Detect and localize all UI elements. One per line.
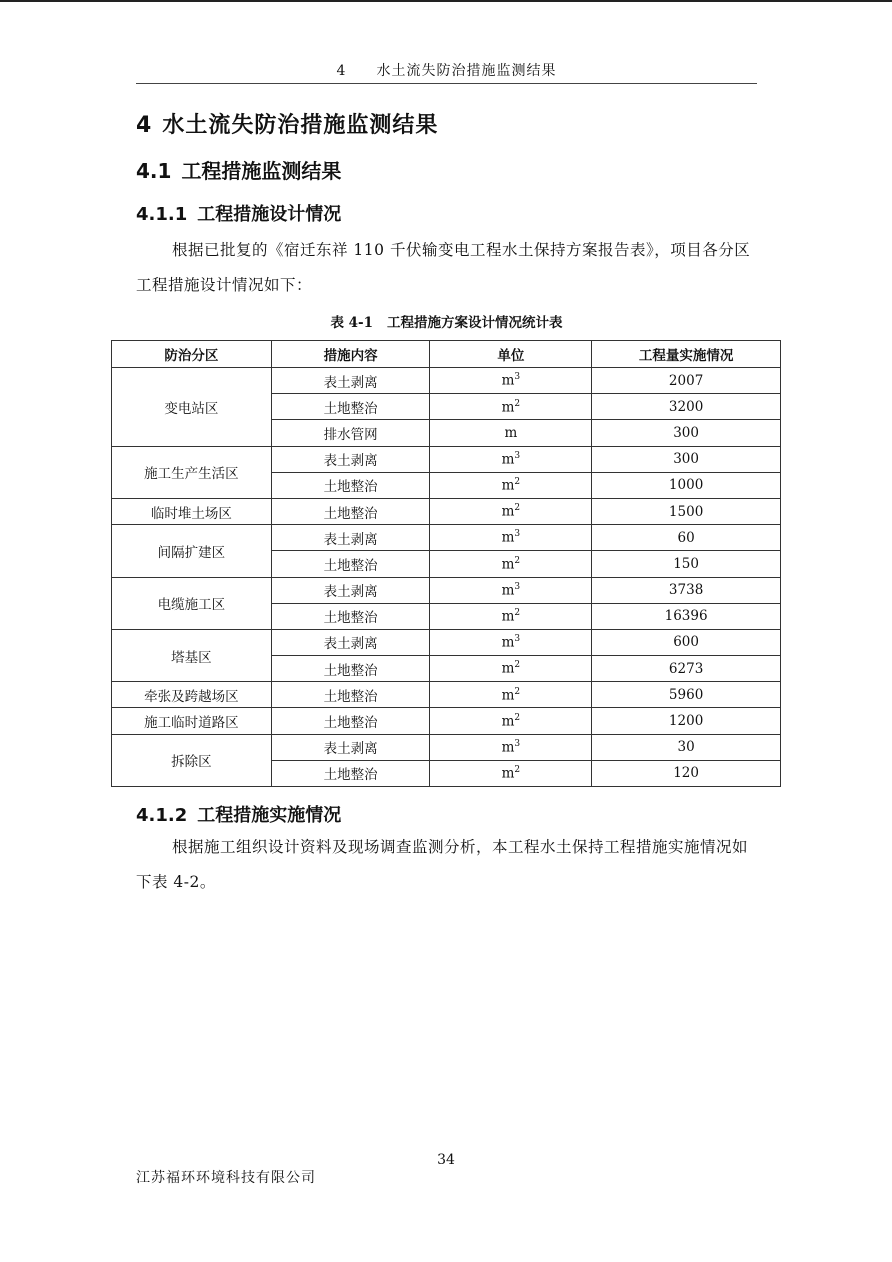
cell-measure: 土地整治 [271,498,430,524]
section-heading-number: 4.1 [136,159,172,183]
unit-exponent: 3 [514,529,521,540]
subsection-heading-design [136,200,341,226]
running-header-chapter-title: 水土流失防治措施监测结果 [376,63,557,79]
cell-unit [430,446,592,472]
page-number: 34 [437,1152,455,1168]
intro-paragraph: 根据已批复的《宿迁东祥 110 千伏输变电工程水土保持方案报告表》，项目各分区工程措施设计情况如下： [136,241,751,294]
running-header [136,60,757,80]
cell-measure: 表土剥离 [271,577,430,603]
cell-zone: 电缆施工区 [112,577,272,629]
unit-base: m [501,529,515,546]
cell-unit [430,629,592,655]
unit-exponent: 2 [514,660,521,671]
table-caption-title: 工程措施方案设计情况统计表 [387,315,563,331]
cell-unit [430,498,592,524]
cell-zone: 变电站区 [112,368,272,447]
cell-quantity: 150 [592,551,781,577]
running-header-chapter-number: 4 [336,63,347,79]
unit-exponent: 2 [514,398,521,409]
cell-quantity: 2007 [592,368,781,394]
cell-unit [430,577,592,603]
cell-quantity: 600 [592,629,781,655]
unit-base: m [501,477,515,494]
unit-base: m [501,372,515,389]
subsection-heading-number: 4.1.1 [136,204,188,225]
cell-measure: 表土剥离 [271,446,430,472]
cell-measure: 土地整治 [271,656,430,682]
table-row [112,682,781,708]
cell-unit [430,734,592,760]
unit-exponent: 2 [514,712,521,723]
unit-base: m [501,451,515,468]
chapter-heading-number: 4 [136,113,153,138]
cell-quantity: 1500 [592,498,781,524]
unit-exponent: 3 [514,581,521,592]
cell-quantity: 1000 [592,472,781,498]
cell-quantity: 300 [592,420,781,446]
unit-base: m [501,399,515,416]
table-row [112,498,781,524]
cell-unit [430,603,592,629]
cell-measure: 土地整治 [271,472,430,498]
column-header-zone: 防治分区 [112,341,272,368]
unit-exponent: 2 [514,608,521,619]
cell-measure: 表土剥离 [271,368,430,394]
cell-measure: 土地整治 [271,394,430,420]
cell-quantity: 5960 [592,682,781,708]
cell-quantity: 3200 [592,394,781,420]
engineering-measures-table [111,340,781,787]
cell-unit [430,760,592,786]
cell-measure: 表土剥离 [271,734,430,760]
table-row [112,446,781,472]
cell-zone: 牵张及跨越场区 [112,682,272,708]
unit-exponent: 3 [514,634,521,645]
table-row [112,577,781,603]
cell-measure: 排水管网 [271,420,430,446]
chapter-heading-title: 水土流失防治措施监测结果 [162,113,439,138]
cell-zone: 临时堆土场区 [112,498,272,524]
table-body [112,368,781,787]
cell-quantity: 6273 [592,656,781,682]
column-header-quantity: 工程量实施情况 [592,341,781,368]
subsection-heading-title: 工程措施设计情况 [197,204,342,225]
unit-base: m [501,608,515,625]
company-name: 江苏福环环境科技有限公司 [136,1170,316,1186]
unit-base: m [501,739,515,756]
cell-quantity: 1200 [592,708,781,734]
table-caption [136,311,757,331]
unit-base: m [504,424,518,441]
table-row [112,708,781,734]
unit-exponent: 2 [514,555,521,566]
cell-quantity: 120 [592,760,781,786]
unit-exponent: 2 [514,686,521,697]
cell-unit [430,682,592,708]
unit-exponent: 2 [514,477,521,488]
cell-quantity: 300 [592,446,781,472]
cell-measure: 土地整治 [271,551,430,577]
cell-unit [430,656,592,682]
unit-exponent: 3 [514,450,521,461]
unit-exponent: 3 [514,738,521,749]
cell-quantity: 16396 [592,603,781,629]
unit-exponent: 3 [514,372,521,383]
cell-measure: 表土剥离 [271,629,430,655]
table-row [112,525,781,551]
cell-zone: 施工临时道路区 [112,708,272,734]
chapter-heading [136,108,438,139]
cell-unit [430,394,592,420]
cell-measure: 土地整治 [271,682,430,708]
unit-base: m [501,582,515,599]
header-divider [136,83,757,84]
table-caption-number: 表 4-1 [330,315,374,331]
column-header-measure: 措施内容 [271,341,430,368]
cell-zone: 塔基区 [112,629,272,681]
unit-base: m [501,765,515,782]
cell-zone: 拆除区 [112,734,272,786]
section-heading [136,155,341,184]
cell-unit [430,525,592,551]
cell-quantity: 60 [592,525,781,551]
cell-quantity: 30 [592,734,781,760]
cell-unit [430,708,592,734]
top-border-line [0,0,892,2]
cell-unit [430,551,592,577]
implementation-paragraph: 根据施工组织设计资料及现场调查监测分析，本工程水土保持工程措施实施情况如下表 4-2。 [136,838,749,891]
unit-exponent: 2 [514,503,521,514]
subsection-heading-title: 工程措施实施情况 [197,805,342,826]
cell-quantity: 3738 [592,577,781,603]
unit-base: m [501,713,515,730]
unit-base: m [501,556,515,573]
cell-measure: 土地整治 [271,760,430,786]
cell-unit [430,472,592,498]
cell-measure: 表土剥离 [271,525,430,551]
unit-base: m [501,503,515,520]
cell-measure: 土地整治 [271,708,430,734]
unit-base: m [501,634,515,651]
cell-unit [430,420,592,446]
unit-base: m [501,687,515,704]
table-header-row [112,341,781,368]
cell-measure: 土地整治 [271,603,430,629]
subsection-heading-number: 4.1.2 [136,805,188,826]
table-row [112,629,781,655]
cell-zone: 间隔扩建区 [112,525,272,577]
section-heading-title: 工程措施监测结果 [181,159,342,183]
table-row [112,368,781,394]
unit-base: m [501,660,515,677]
unit-exponent: 2 [514,765,521,776]
table-row [112,734,781,760]
cell-zone: 施工生产生活区 [112,446,272,498]
cell-unit [430,368,592,394]
subsection-heading-implementation [136,801,341,827]
column-header-unit: 单位 [430,341,592,368]
